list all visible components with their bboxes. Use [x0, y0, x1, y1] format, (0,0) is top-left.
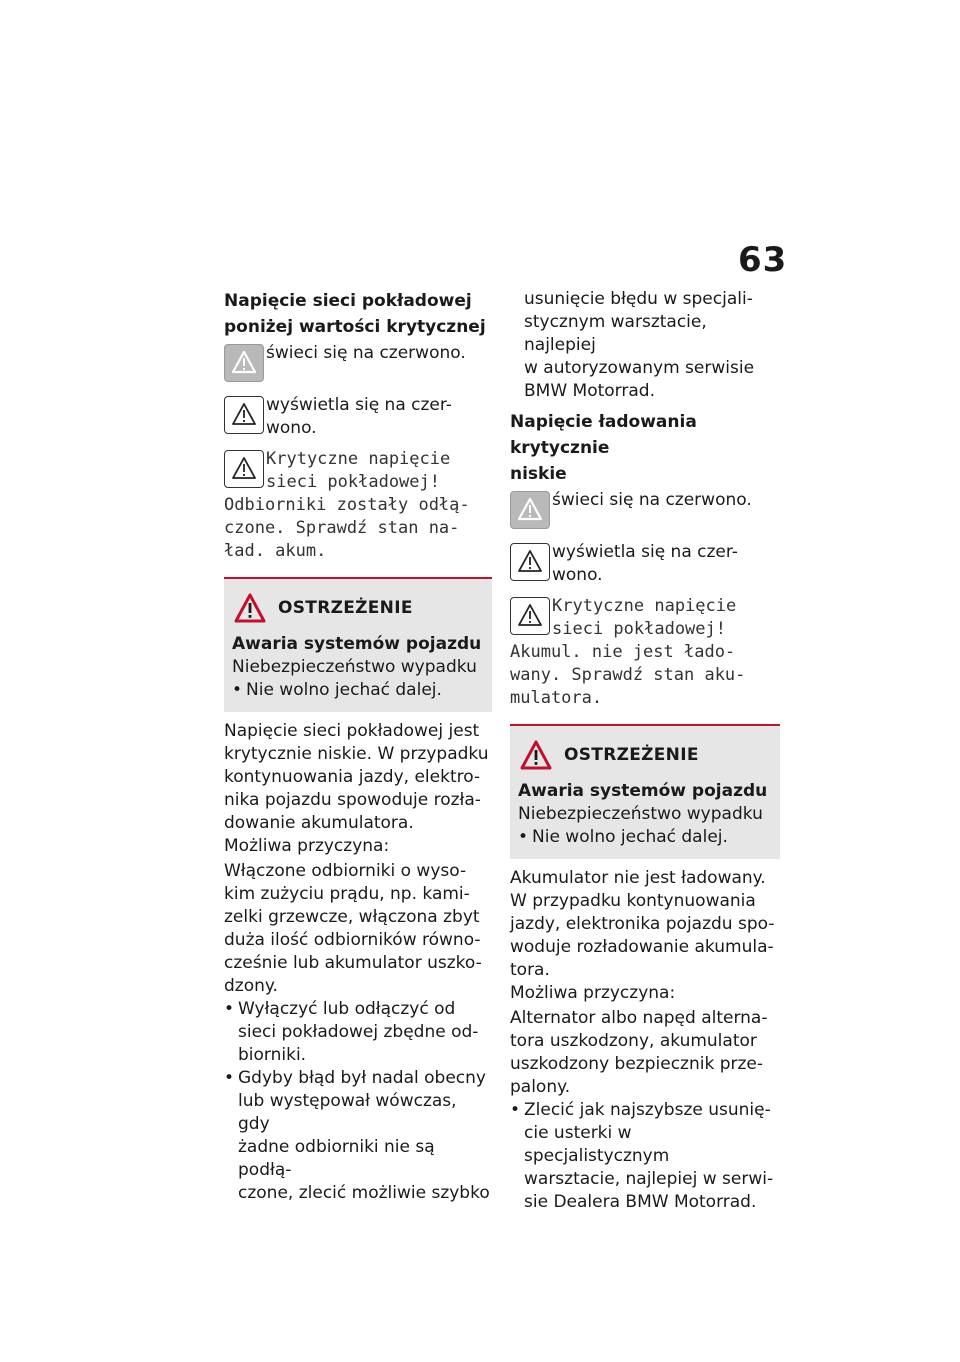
display-warning-icon — [510, 543, 550, 581]
action-bullet: • Gdyby błąd był nadal obecny lub występował wówczas, gdy żadne odbiorniki nie są podłą- czone, zlecić możliwie szybko — [224, 1068, 490, 1203]
heading-line: Napięcie sieci pokładowej — [224, 291, 472, 311]
display-text: wono. — [266, 418, 317, 438]
display-warning-icon — [224, 396, 264, 434]
display-warning-icon — [224, 450, 264, 488]
warning-title: Awaria systemów pojazdu — [232, 634, 482, 654]
warning-text: Niebezpieczeństwo wypadku — [518, 804, 763, 824]
heading-line: poniżej wartości krytycznej — [224, 317, 486, 337]
lamp-text: świeci się na czerwono. — [552, 490, 752, 510]
warning-label: OSTRZEŻENIE — [564, 745, 699, 765]
warning-lamp-icon — [224, 344, 264, 382]
lamp-text: świeci się na czerwono. — [266, 343, 466, 363]
cause-text: Włączone odbiorniki o wyso- kim zużyciu prądu, np. kami- zelki grzewcze, włączona zbyt duża ilość odbiorników równo- cześnie lub akumulator uszko- dzony. — [224, 861, 482, 996]
message-line: Krytyczne napięcie — [552, 596, 737, 616]
section-heading — [510, 409, 780, 487]
action-bullet: • Zlecić jak najszybsze usunię- cie usterki w specjalistycznym warsztacie, najlepiej w serwi- sie Dealera BMW Motorrad. — [510, 1100, 774, 1212]
message-line: Krytyczne napięcie — [266, 449, 451, 469]
warning-triangle-icon — [520, 740, 552, 770]
display-symbol-row — [510, 541, 780, 587]
message-line: Odbiorniki zostały odłą- — [224, 495, 470, 515]
warning-title: Awaria systemów pojazdu — [518, 781, 768, 801]
message-line: ład. akum. — [224, 541, 327, 561]
continuation-text: usunięcie błędu w specjali- stycznym warsztacie, najlepiej w autoryzowanym serwisie BMW Motorrad. — [524, 289, 755, 401]
action-bullet: • Wyłączyć lub odłączyć od sieci pokładowej zbędne od- biorniki. — [224, 999, 479, 1065]
warning-triangle-icon — [234, 593, 266, 623]
left-column — [224, 288, 492, 1205]
page-number: 63 — [738, 240, 788, 280]
display-message — [510, 595, 780, 710]
display-text: wyświetla się na czer- — [552, 542, 738, 562]
message-line: wany. Sprawdź stan aku- — [510, 665, 746, 685]
cause-label: Możliwa przyczyna: — [510, 983, 676, 1003]
message-line: sieci pokładowej! — [266, 472, 440, 492]
display-text: wyświetla się na czer- — [266, 395, 452, 415]
warning-lamp-icon — [510, 491, 550, 529]
message-line: sieci pokładowej! — [552, 619, 726, 639]
message-line: czone. Sprawdź stan na- — [224, 518, 460, 538]
display-message — [224, 448, 492, 563]
description-paragraph: Akumulator nie jest ładowany. W przypadku kontynuowania jazdy, elektronika pojazdu spo- woduje rozładowanie akumula- tora. — [510, 868, 775, 980]
cause-text: Alternator albo napęd alterna- tora uszkodzony, akumulator uszkodzony bezpiecznik prze- palony. — [510, 1008, 768, 1097]
warning-label: OSTRZEŻENIE — [278, 598, 413, 618]
message-line: mulatora. — [510, 688, 603, 708]
display-warning-icon — [510, 597, 550, 635]
warning-bullet: • Nie wolno jechać dalej. — [232, 679, 484, 702]
warning-box — [224, 577, 492, 712]
heading-line: Napięcie ładowania krytycznie — [510, 412, 697, 458]
description-paragraph: Napięcie sieci pokładowej jest krytycznie niskie. W przypadku kontynuowania jazdy, elektro- nika pojazdu spowoduje rozła- dowanie akumulatora. — [224, 721, 489, 833]
warning-lamp-row — [510, 489, 780, 533]
warning-lamp-row — [224, 342, 492, 386]
section-heading — [224, 288, 492, 340]
heading-line: niskie — [510, 464, 567, 484]
warning-box — [510, 724, 780, 859]
warning-bullet: • Nie wolno jechać dalej. — [518, 826, 772, 849]
display-text: wono. — [552, 565, 603, 585]
message-line: Akumul. nie jest łado- — [510, 642, 736, 662]
right-column — [510, 288, 780, 1214]
cause-label: Możliwa przyczyna: — [224, 836, 390, 856]
display-symbol-row — [224, 394, 492, 440]
warning-text: Niebezpieczeństwo wypadku — [232, 657, 477, 677]
